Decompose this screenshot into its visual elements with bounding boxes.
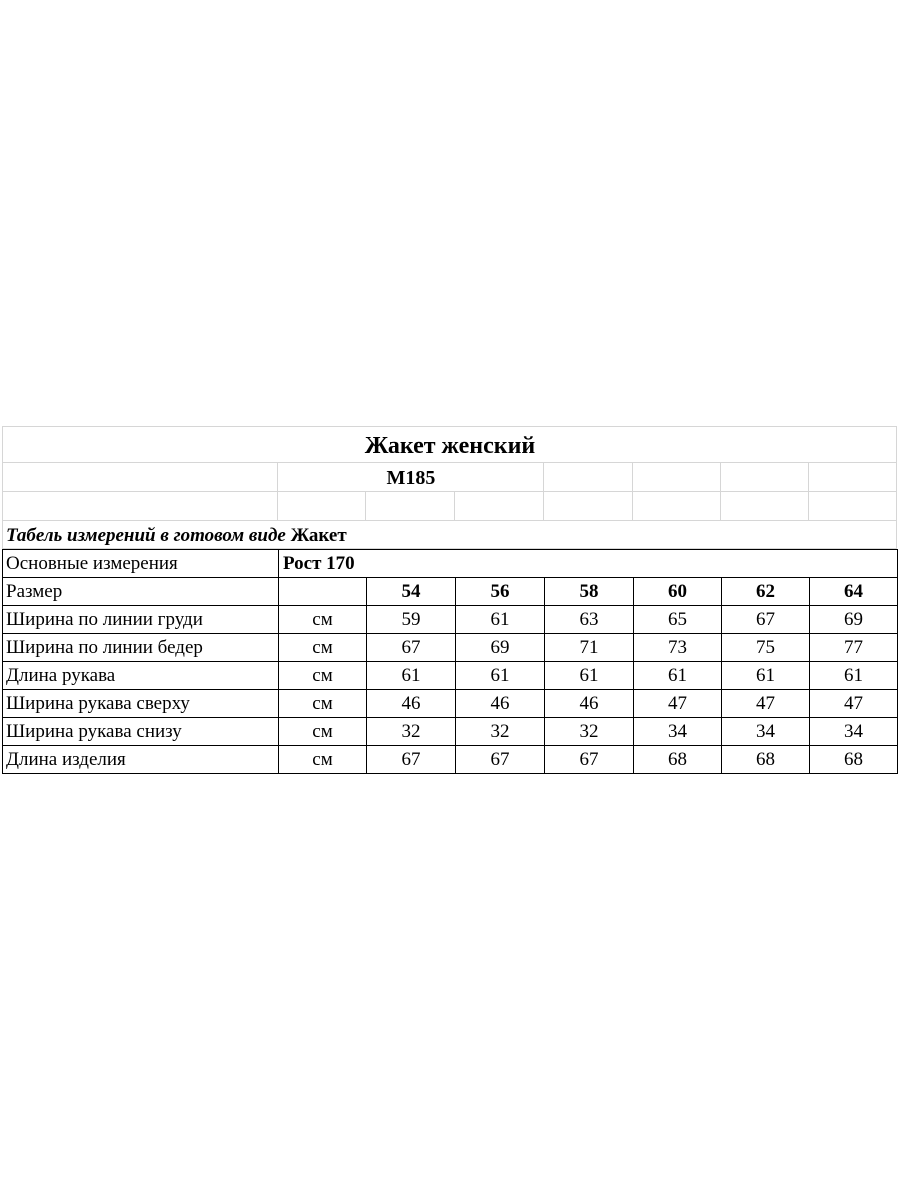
table-row — [3, 634, 898, 662]
size-header: 58 — [545, 578, 634, 606]
value-cell: 68 — [722, 746, 810, 774]
value-cell: 47 — [722, 690, 810, 718]
size-header: 54 — [367, 578, 456, 606]
value-cell: 67 — [545, 746, 634, 774]
measurements-table — [2, 549, 898, 774]
value-cell: 75 — [722, 634, 810, 662]
row-label: Длина изделия — [3, 746, 279, 774]
row-label: Ширина рукава снизу — [3, 718, 279, 746]
grid-cell — [278, 492, 366, 521]
grid-cell — [809, 492, 897, 521]
value-cell: 68 — [810, 746, 898, 774]
value-cell: 47 — [810, 690, 898, 718]
grid-cell — [633, 492, 721, 521]
value-cell: 46 — [545, 690, 634, 718]
value-cell: 61 — [810, 662, 898, 690]
size-header: 60 — [634, 578, 722, 606]
value-cell: 32 — [456, 718, 545, 746]
value-cell: 61 — [456, 606, 545, 634]
grid-cell — [721, 492, 809, 521]
table-row — [3, 746, 898, 774]
grid-cell — [544, 492, 633, 521]
table-subtitle — [6, 522, 347, 550]
row-label: Ширина по линии бедер — [3, 634, 279, 662]
grid-cell — [2, 463, 278, 492]
value-cell: 59 — [367, 606, 456, 634]
unit-cell: см — [279, 690, 367, 718]
grid-cell — [2, 492, 278, 521]
value-cell: 61 — [545, 662, 634, 690]
size-header: 56 — [456, 578, 545, 606]
value-cell: 61 — [456, 662, 545, 690]
table-row — [3, 690, 898, 718]
grid-cell — [366, 492, 455, 521]
value-cell: 63 — [545, 606, 634, 634]
unit-cell: см — [279, 662, 367, 690]
size-header: 64 — [810, 578, 898, 606]
table-row — [3, 718, 898, 746]
table-row — [3, 578, 898, 606]
value-cell: 69 — [810, 606, 898, 634]
value-cell: 65 — [634, 606, 722, 634]
grid-cell — [544, 463, 633, 492]
main-measurements-label: Основные измерения — [3, 550, 279, 578]
size-label: Размер — [3, 578, 279, 606]
value-cell: 34 — [634, 718, 722, 746]
unit-cell: см — [279, 746, 367, 774]
value-cell: 67 — [722, 606, 810, 634]
growth-label: Рост 170 — [279, 550, 456, 578]
row-label: Длина рукава — [3, 662, 279, 690]
value-cell: 67 — [456, 746, 545, 774]
subtitle-product: Жакет — [290, 525, 347, 546]
value-cell: 73 — [634, 634, 722, 662]
value-cell: 32 — [545, 718, 634, 746]
table-row — [3, 606, 898, 634]
size-header: 62 — [722, 578, 810, 606]
unit-cell: см — [279, 718, 367, 746]
grid-cell — [455, 492, 544, 521]
value-cell: 77 — [810, 634, 898, 662]
value-cell: 32 — [367, 718, 456, 746]
value-cell: 61 — [722, 662, 810, 690]
grid-cell — [633, 463, 721, 492]
value-cell: 61 — [634, 662, 722, 690]
value-cell: 46 — [367, 690, 456, 718]
value-cell: 69 — [456, 634, 545, 662]
unit-cell: см — [279, 606, 367, 634]
unit-cell: см — [279, 634, 367, 662]
value-cell: 67 — [367, 746, 456, 774]
value-cell: 47 — [634, 690, 722, 718]
value-cell: 34 — [722, 718, 810, 746]
table-cell — [279, 578, 367, 606]
row-label: Ширина рукава сверху — [3, 690, 279, 718]
value-cell: 71 — [545, 634, 634, 662]
value-cell: 68 — [634, 746, 722, 774]
document-title: Жакет женский — [364, 433, 536, 459]
grid-cell — [809, 463, 897, 492]
table-row — [3, 550, 898, 578]
value-cell: 34 — [810, 718, 898, 746]
table-row — [3, 662, 898, 690]
value-cell: 46 — [456, 690, 545, 718]
model-number: М185 — [386, 467, 436, 489]
subtitle-italic: Табель измерений в готовом виде — [6, 525, 286, 546]
value-cell: 61 — [367, 662, 456, 690]
grid-cell — [721, 463, 809, 492]
value-cell: 67 — [367, 634, 456, 662]
table-cell — [456, 550, 898, 578]
row-label: Ширина по линии груди — [3, 606, 279, 634]
